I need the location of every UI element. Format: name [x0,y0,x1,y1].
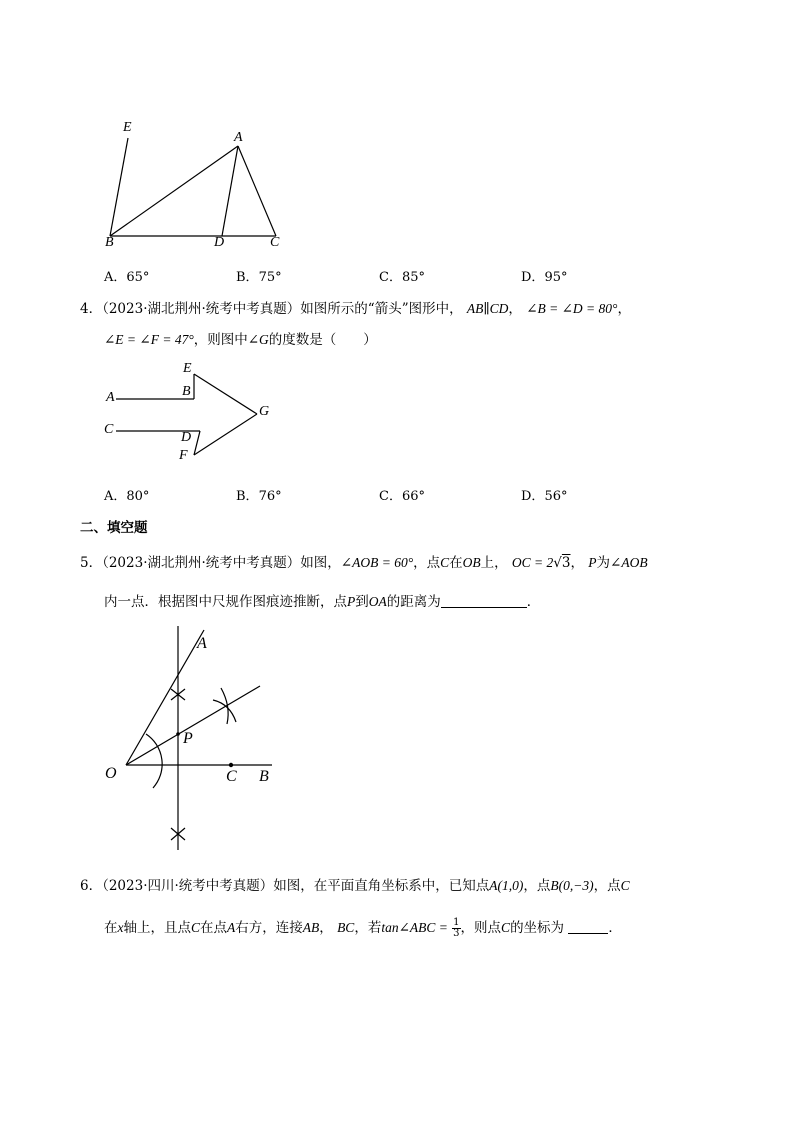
q6-answer-blank[interactable] [568,919,608,934]
q5-point-C [229,763,233,767]
q5-arc-lower [221,688,228,724]
q3-option-c: C．85° [379,270,425,285]
q4-stem-line1: 4．（2023·湖北荆州·统考中考真题）如图所示的“箭头”图形中， AB∥CD， ∠B = ∠D = 80°， [80,301,631,317]
q6-stem-line1: 6．（2023·四川·统考中考真题）如图，在平面直角坐标系中，已知点A(1,0)，点B(0,−3)，点C [80,878,630,894]
q3-option-b: B．75° [236,270,282,285]
q4-label-C: C [104,422,114,437]
sqrt-symbol: √3 [553,555,571,571]
section-title-fill-blank: 二、填空题 [80,520,148,536]
q4-option-b: B．76° [236,489,282,504]
q4-label-G: G [259,404,270,419]
q4-label-A: A [106,390,115,405]
q5-label-O: O [105,765,117,782]
q4-option-a: A．80° [104,489,150,504]
q4-option-c: C．66° [379,489,425,504]
q4-label-B: B [182,384,191,399]
q4-option-d: D．56° [521,489,568,504]
q4-label-F: F [179,448,188,463]
q3-option-a: A．65° [104,270,150,285]
q5-arc-at-O [146,734,162,788]
q5-label-C: C [226,768,237,785]
q3-label-A: A [234,130,243,145]
q3-label-E: E [123,120,132,135]
q3-option-d: D．95° [521,270,568,285]
q5-label-A: A [197,635,207,652]
q4-label-E: E [183,361,192,376]
q6-stem-line2: 在x轴上，且点C在点A右方，连接AB， BC，若tan∠ABC = $\frac{1}{3}$ ，则点C的坐标为 ． [104,917,622,939]
q6-fraction: $\frac{1}{3}$ [453,917,460,939]
q5-stem-line2: 内一点．根据图中尺规作图痕迹推断，点P到OA的距离为 ． [104,594,541,610]
q4-stem-line2: ∠E = ∠F = 47°，则图中∠G的度数是（ ） [104,332,377,348]
q4-label-D: D [181,430,192,445]
q3-label-D: D [214,235,225,250]
q5-label-B: B [259,768,269,785]
q3-label-B: B [105,235,114,250]
q3-label-C: C [270,235,280,250]
q5-point-P [176,732,180,736]
q5-bisector [126,686,260,765]
q5-label-P: P [183,730,193,747]
q5-stem-line1: 5．（2023·湖北荆州·统考中考真题）如图，∠AOB = 60°，点C在OB上， OC = 2√3， P为∠AOB [80,555,648,571]
